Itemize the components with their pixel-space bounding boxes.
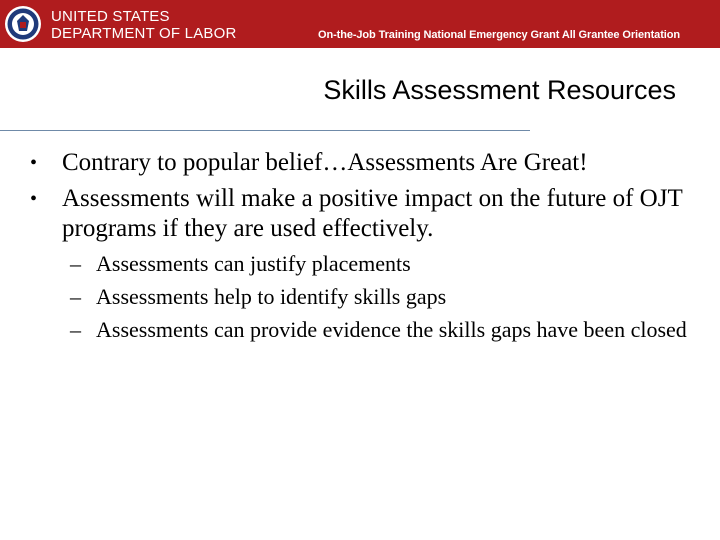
sub-bullet-text: Assessments can justify placements — [96, 251, 411, 276]
bullet-text: Contrary to popular belief…Assessments Are Great! — [62, 149, 588, 176]
sub-bullet-list — [30, 250, 690, 343]
slide-content — [30, 148, 690, 349]
event-title: On-the-Job Training National Emergency Grant All Grantee Orientation — [318, 29, 680, 41]
bullet-item — [30, 148, 690, 178]
bullet-text: Assessments will make a positive impact on the future of OJT programs if they are used effectively. — [62, 185, 683, 242]
sub-bullet-item — [30, 283, 690, 310]
dol-seal-icon — [4, 5, 42, 43]
sub-bullet-marker: – — [70, 284, 81, 309]
sub-bullet-item — [30, 250, 690, 277]
agency-line-2: DEPARTMENT OF LABOR — [51, 25, 237, 42]
sub-bullet-text: Assessments help to identify skills gaps — [96, 284, 447, 309]
header-banner — [0, 0, 720, 48]
bullet-marker: • — [30, 152, 38, 174]
sub-bullet-marker: – — [70, 317, 81, 342]
agency-line-1: UNITED STATES — [51, 8, 170, 25]
sub-bullet-item — [30, 316, 690, 343]
sub-bullet-marker: – — [70, 251, 81, 276]
sub-bullet-text: Assessments can provide evidence the skills gaps have been closed — [96, 317, 687, 342]
slide-title: Skills Assessment Resources — [323, 75, 676, 105]
bullet-item — [30, 184, 690, 244]
agency-name — [51, 8, 237, 42]
bullet-marker: • — [30, 188, 38, 210]
title-divider — [0, 130, 530, 131]
